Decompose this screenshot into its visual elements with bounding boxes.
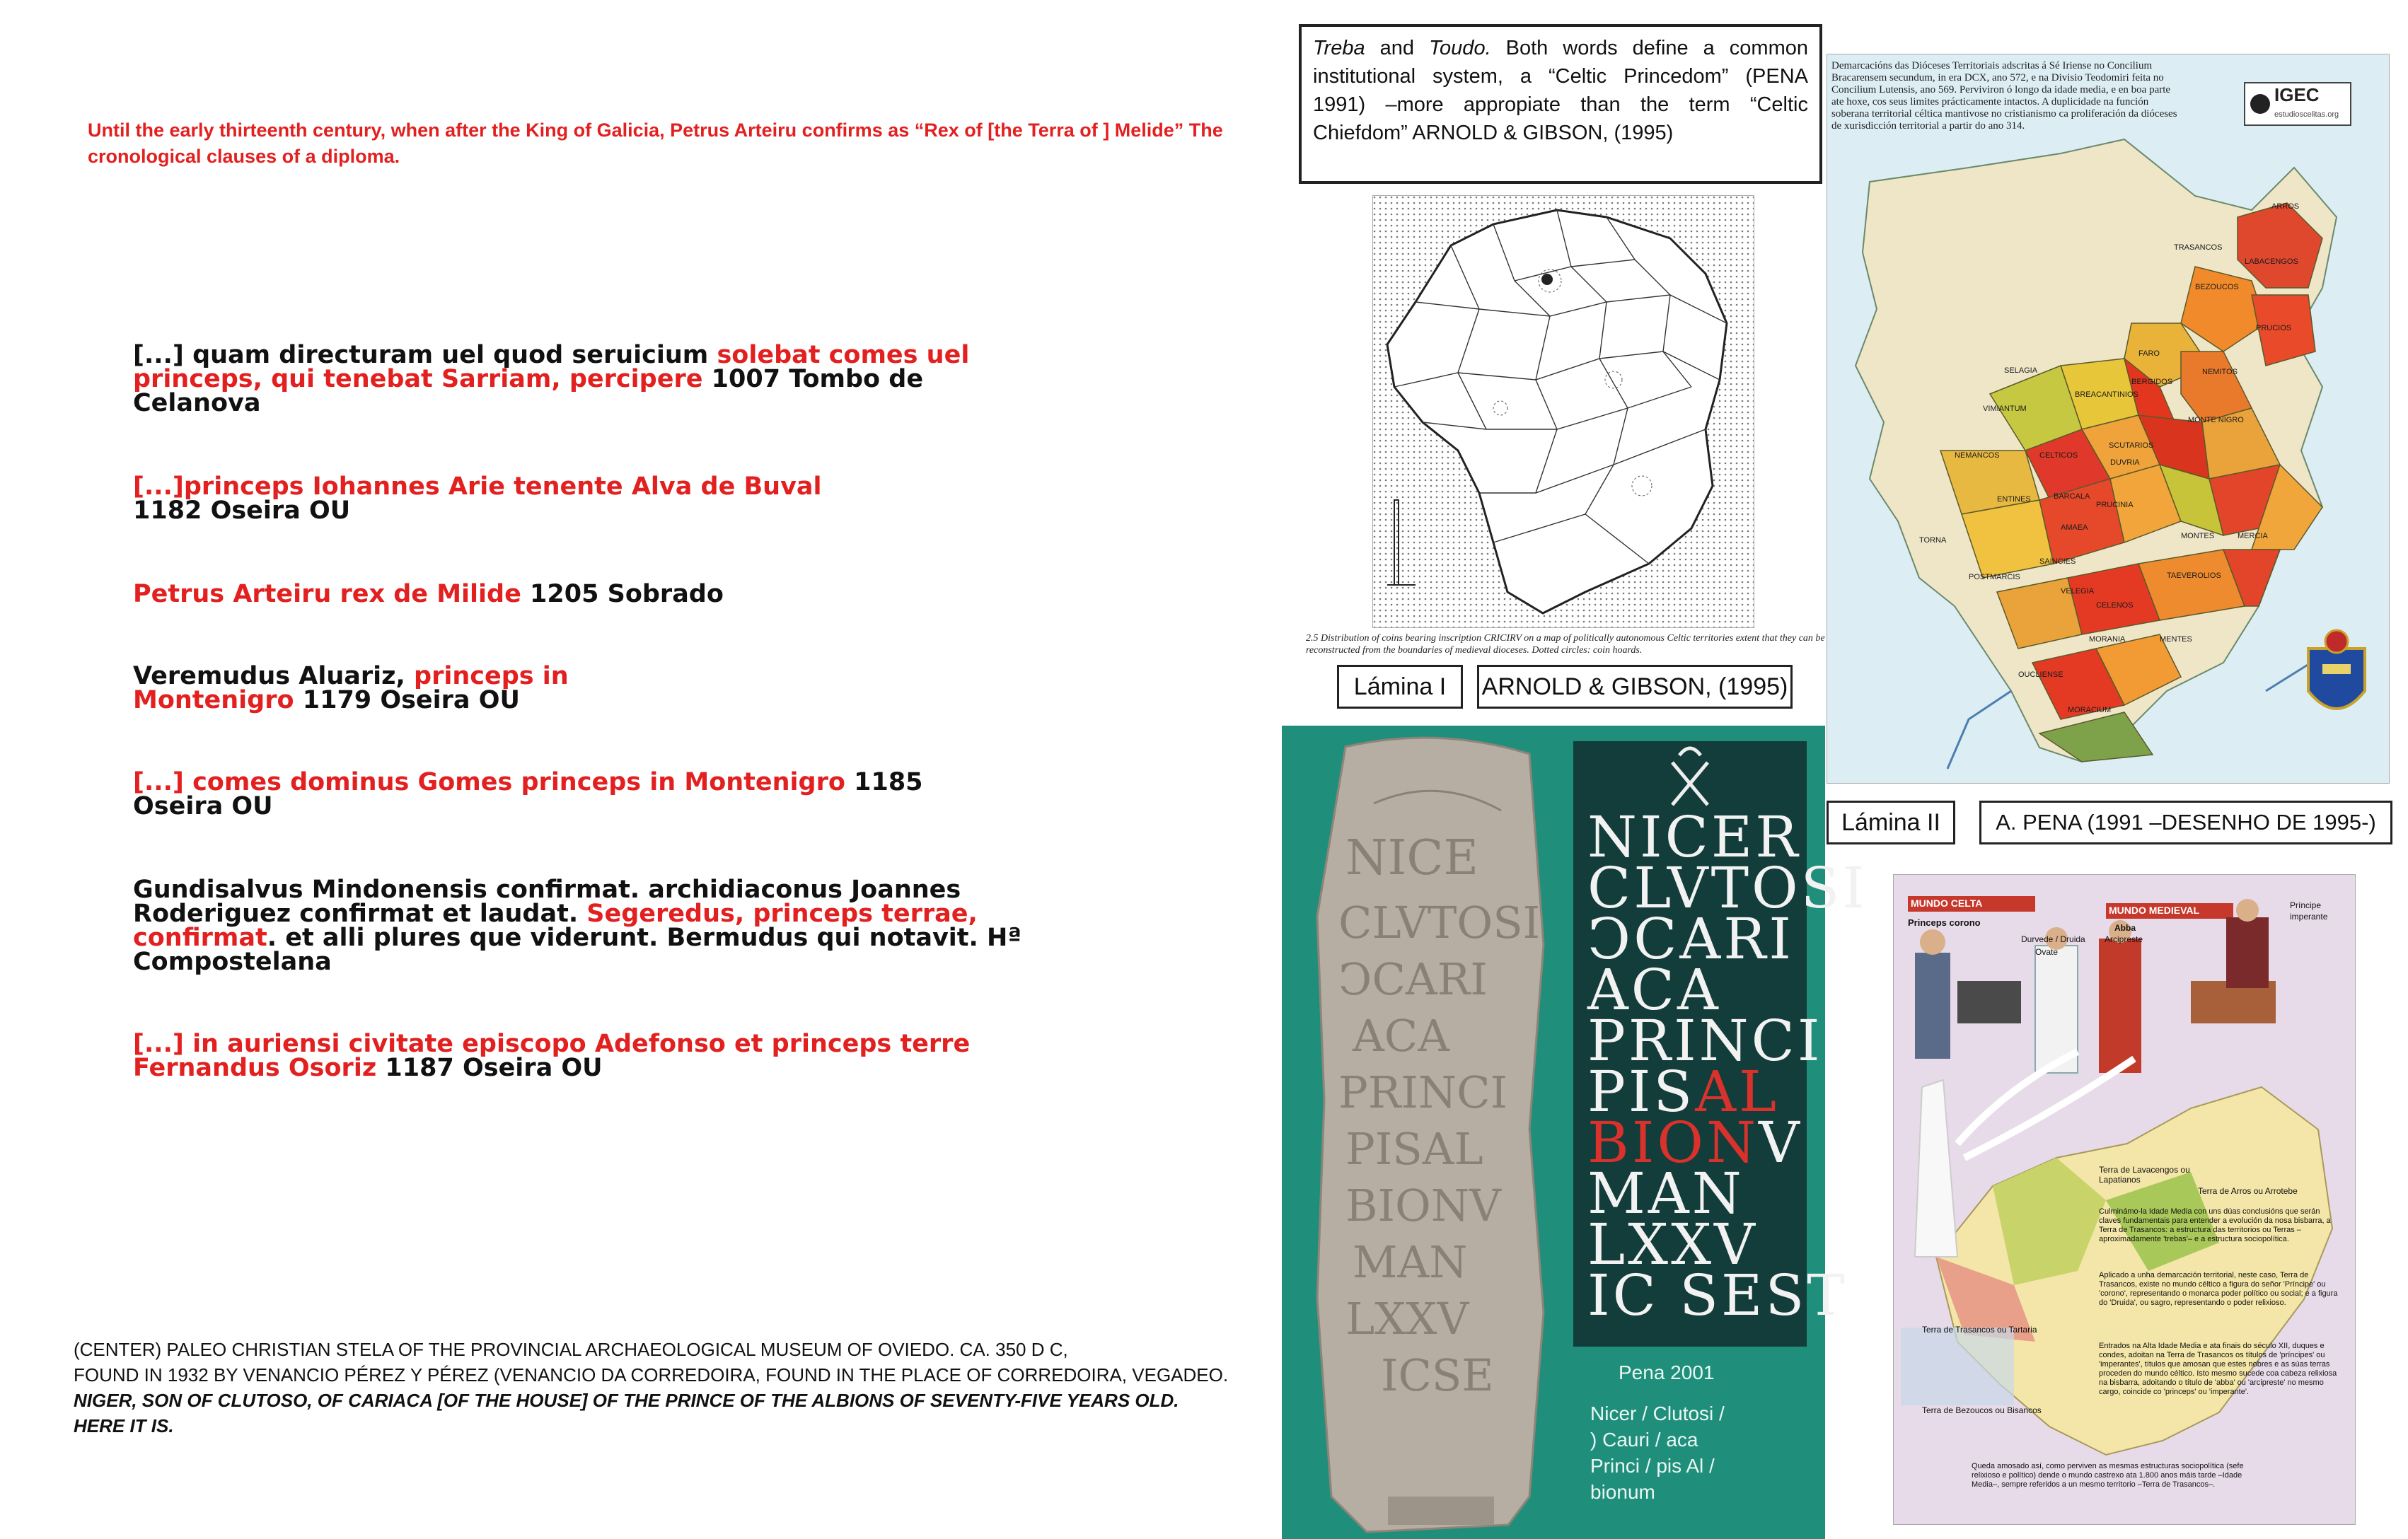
chalk-line: CLVTOSI <box>1587 855 1868 921</box>
igec-logo-sub: estudioscelitas.org <box>2274 110 2339 119</box>
atlas-paragraph-2: Aplicado a unha demarcación territorial, neste caso, Terra de Trasancos, existe no mundo céltico a figura do señor 'Príncipe' ou 'corono', representando o monarca poder político ou social; e a figura do 'Druida', ou sagro, representando o poder relixioso. <box>2099 1271 2338 1307</box>
treba-definition-box <box>1299 24 1822 184</box>
region-label: MERCIA <box>2238 532 2268 540</box>
mundo-medieval-header: MUNDO MEDIEVAL <box>2109 905 2200 916</box>
princeps-corono-label: Princeps corono <box>1908 917 1981 928</box>
quote-6-b: Segeredus, princeps terrae, confirmat <box>133 900 978 952</box>
region-label: MONTE NIGRO <box>2188 416 2244 424</box>
region-label: CELTICOS <box>2039 451 2078 460</box>
chalk-line: V <box>1758 1110 1802 1175</box>
svg-text:MAN: MAN <box>1353 1236 1468 1288</box>
region-label: OUCLIENSE <box>2018 670 2063 679</box>
quote-1-c: 1007 Tombo de Celanova <box>133 365 924 417</box>
treba-text: Both words define a common institutional system, a “Celtic Princedom” (PENA 1991) –more appropiate than the term “Celtic Chiefdom” ARNOLD & GIBSON, (1995) <box>1313 37 1808 144</box>
svg-text:NICE: NICE <box>1345 830 1479 886</box>
region-label: MONTES <box>2181 532 2215 540</box>
region-label: MORACIUM <box>2068 706 2112 714</box>
atlas-paragraph-3: Entrados na Alta Idade Media e ata finais do século XII, duques e condes, adoitan na Terra de Trasancos os títulos de 'príncipes' ou 'imperantes', títulos que amosan que estes nobres e as súas terras proceden do mundo céltico. Isto mesmo sucede coa cabeza relixiosa na bisbarra, adoitando o título de 'abba' ou 'arcipreste' no mesmo cargo, coincide co 'princeps' ou 'imperante'. <box>2099 1342 2337 1396</box>
chalk-line: MAN <box>1587 1161 1744 1226</box>
quote-1-b: solebat comes uel princeps, qui tenebat Sarriam, percipere <box>133 341 970 393</box>
quote-6-c: . et alli plures que viderunt. Bermudus qui notavit. Hª Compostelana <box>133 924 1022 976</box>
quote-2 <box>133 472 1053 525</box>
atlas-paragraph-1: Culminámo-la Idade Media con uns dúas conclusións que serán claves fundamentais para entender a evolución da nosa bisbarra, a Terra de Trasancos: a estructura das territorios ou Terras –aproximadamente 'trebas'– e a estructura sociopolítica. <box>2099 1207 2331 1243</box>
region-label: BARCALA <box>2054 492 2090 501</box>
abba-label: Abba <box>2114 923 2136 933</box>
reading-line: Princi / pis Al / <box>1590 1455 1715 1477</box>
lamina-2-note: Demarcacións das Dióceses Territoriais adscritas á Sé Iriense no Concilium Bracarensem secundum, in era DCX, ano 572, e na Divisio Teodomiri feita no Concilium Lutensis, ano 569. Perviviron ó longo da idade media, e en boa parte ate hoxe, cos seus limites prácticamente intactos. A duplicidade na función soberana territorial céltica mantivose no cristianismo ca proliferación da dióceses de xurisdicción territorial a partir do ano 314. <box>1831 60 2177 132</box>
svg-text:PISAL: PISAL <box>1345 1123 1483 1175</box>
quote-5-b: 1185 Oseira OU <box>133 768 923 820</box>
region-label: PRUCINIA <box>2096 501 2134 509</box>
chalk-line: ↃCARI <box>1587 906 1795 972</box>
svg-text:PRINCI: PRINCI <box>1338 1067 1508 1118</box>
stela-panel <box>1282 726 1868 1539</box>
igec-logo-icon <box>2250 94 2270 114</box>
quote-4-c: 1179 Oseira OU <box>294 686 520 714</box>
quote-6-a: Gundisalvus Mindonensis confirmat. archidiaconus Joannes Roderiguez confirmat et laudat. <box>133 876 961 928</box>
region-label: VELEGIA <box>2061 587 2095 596</box>
lamina-1-label: Lámina I <box>1337 665 1463 709</box>
region-label: NEMITOS <box>2202 368 2238 376</box>
atlas-illustration <box>1894 875 2356 1525</box>
quote-2-a: [...]princeps Iohannes Arie tenente Alva de Buval <box>133 472 822 501</box>
atlas-paragraph-4: Queda amosado así, como perviven as mesmas estructuras sociopolítica (sefe relixioso e político) dende o mundo castrexo ata 1.800 anos máis tarde –Idade Media–, sempre referidos a un mesmo territorio –Terra de Trasancos–. <box>1972 1462 2244 1489</box>
region-label: FARO <box>2138 349 2160 358</box>
lamina-2-label: Lámina II <box>1827 801 1955 844</box>
chalk-drawing <box>1573 741 1868 1347</box>
atlas-panel <box>1893 874 2356 1525</box>
chalk-line: IC SEST <box>1587 1262 1848 1328</box>
pena-label: Pena 2001 <box>1619 1361 1715 1383</box>
region-label: NEMANCOS <box>1955 451 2000 460</box>
terra-bezoucos-label: Terra de Bezoucos ou Bisancos <box>1922 1405 2042 1415</box>
france-dioceses-map <box>1373 196 1754 628</box>
quote-3 <box>133 582 1053 606</box>
region-label: AMAEA <box>2061 523 2088 532</box>
region-label: SCUTARIOS <box>2109 441 2154 450</box>
region-label: DUVRIA <box>2110 458 2140 467</box>
caption-line-4: HERE IT IS. <box>74 1415 174 1436</box>
region-label: PRUCIOS <box>2256 324 2292 332</box>
reading-line: bionum <box>1590 1481 1655 1503</box>
region-label: POSTMARCIS <box>1969 573 2020 581</box>
lamina-1-caption: 2.5 Distribution of coins bearing inscription CRICIRV on a map of politically autonomous Celtic territories extent that they can be reconstructed from the boundaries of medieval dioceses. Dotted circles: coin hoards. <box>1306 633 1825 656</box>
region-label: TORNA <box>1919 536 1947 545</box>
quote-7-b: 1187 Oseira OU <box>376 1054 603 1082</box>
mundo-celta-header: MUNDO CELTA <box>1911 898 1983 909</box>
quote-3-b: 1205 Sobrado <box>521 580 724 608</box>
chalk-line: PRINCI <box>1587 1008 1823 1074</box>
caption-line-2: FOUND IN 1932 BY VENANCIO PÉREZ Y PÉREZ (VENANCIO DA CORREDOIRA, FOUND IN THE PLACE OF CORREDOIRA, VEGADEO. <box>74 1364 1229 1386</box>
arcipreste-label: Arcipreste <box>2105 934 2143 944</box>
lamina-1-map <box>1372 195 1754 628</box>
region-label: CELENOS <box>2096 601 2134 610</box>
stela-caption <box>74 1337 1276 1439</box>
intro-text: Until the early thirteenth century, when after the King of Galicia, Petrus Arteiru confirms as “Rex of [the Terra of ] Melide” The cronological clauses of a diploma. <box>88 120 1223 167</box>
imperante-label: imperante <box>2290 912 2328 922</box>
region-label: BERGIDOS <box>2131 378 2173 386</box>
chalk-line-red: AL <box>1695 1059 1780 1125</box>
lamina-2-map <box>1827 54 2390 784</box>
terra-arros-label: Terra de Arros ou Arrotebe <box>2198 1186 2298 1196</box>
region-label: TAEVEROLIOS <box>2167 571 2221 580</box>
druid-label: Durvede / Druida <box>2021 934 2085 944</box>
region-label: TRASANCOS <box>2174 243 2223 252</box>
svg-text:ICSE: ICSE <box>1381 1349 1494 1401</box>
region-label: BEZOUCOS <box>2195 283 2239 291</box>
toudo-word: Toudo. <box>1429 37 1491 59</box>
caption-line-1: (CENTER) PALEO CHRISTIAN STELA OF THE PROVINCIAL ARCHAEOLOGICAL MUSEUM OF OVIEDO. CA. 350 D C, <box>74 1339 1068 1360</box>
region-label: MENTES <box>2160 635 2192 644</box>
region-label: BREACANTINIOS <box>2075 390 2138 399</box>
treba-word: Treba <box>1313 37 1365 59</box>
quote-1 <box>133 343 1053 415</box>
chalk-line: ACA <box>1587 957 1721 1023</box>
svg-text:ↃCARI: ↃCARI <box>1338 953 1488 1005</box>
igec-logo-text: IGEC <box>2274 84 2320 105</box>
quote-6 <box>133 878 1031 974</box>
quote-5-a: [...] comes dominus Gomes princeps in Montenigro <box>133 768 845 796</box>
quote-1-a: [...] quam directuram uel quod seruicium <box>133 341 717 369</box>
quote-3-a: Petrus Arteiru rex de Milide <box>133 580 521 608</box>
quote-5 <box>133 770 939 818</box>
lamina-1-source: ARNOLD & GIBSON, (1995) <box>1477 665 1793 709</box>
quote-4-a: Veremudus Aluariz, <box>133 662 415 690</box>
chalk-line: NICER <box>1587 804 1801 870</box>
quote-4-b: princeps in Montenigro <box>133 662 569 714</box>
chalk-inscription <box>1587 804 1868 1328</box>
region-label: MORANIA <box>2089 635 2126 644</box>
svg-text:BIONV: BIONV <box>1345 1180 1501 1231</box>
galicia-territories-map <box>1827 54 2390 784</box>
region-label: SELAGIA <box>2004 366 2038 375</box>
caption-line-3: NIGER, SON OF CLUTOSO, OF CARIACA [OF THE HOUSE] OF THE PRINCE OF THE ALBIONS OF SEVENTY-FIVE YEARS OLD. <box>74 1390 1179 1411</box>
quote-4 <box>133 664 586 712</box>
region-label: VIMIANTUM <box>1983 405 2027 413</box>
chalk-line: PIS <box>1587 1059 1696 1125</box>
svg-text:LXXV: LXXV <box>1345 1293 1469 1345</box>
lamina-2-source: A. PENA (1991 –DESENHO DE 1995-) <box>1979 801 2392 844</box>
region-label: ARROS <box>2271 202 2300 211</box>
region-label: SAINCIES <box>2039 557 2076 566</box>
quote-2-b: 1182 Oseira OU <box>133 496 351 525</box>
reading-line: Nicer / Clutosi / <box>1590 1402 1725 1424</box>
terra-lavacengos-label: Terra de Lavacengos ou Lapatianos <box>2099 1165 2190 1185</box>
reading-line: ) Cauri / aca <box>1590 1429 1698 1451</box>
svg-text:ACA: ACA <box>1353 1010 1449 1062</box>
stela-reading <box>1590 1400 1817 1505</box>
quote-7-a: [...] in auriensi civitate episcopo Adefonso et princeps terre Fernandus Osoriz <box>133 1030 971 1082</box>
quote-7 <box>133 1032 982 1080</box>
region-label: ENTINES <box>1997 495 2031 504</box>
region-label: LABACENGOS <box>2245 257 2298 266</box>
treba-and: and <box>1365 37 1429 59</box>
chalk-line: LXXV <box>1587 1212 1758 1277</box>
stela-photo <box>1296 733 1579 1539</box>
terra-trasancos-label: Terra de Trasancos ou Tartaria <box>1922 1325 2037 1335</box>
chalk-line-red: BION <box>1587 1110 1759 1175</box>
svg-text:CLVTOSI: CLVTOSI <box>1338 897 1541 948</box>
ovate-label: Ovate <box>2035 947 2059 957</box>
principe-label: Príncipe <box>2290 900 2322 910</box>
